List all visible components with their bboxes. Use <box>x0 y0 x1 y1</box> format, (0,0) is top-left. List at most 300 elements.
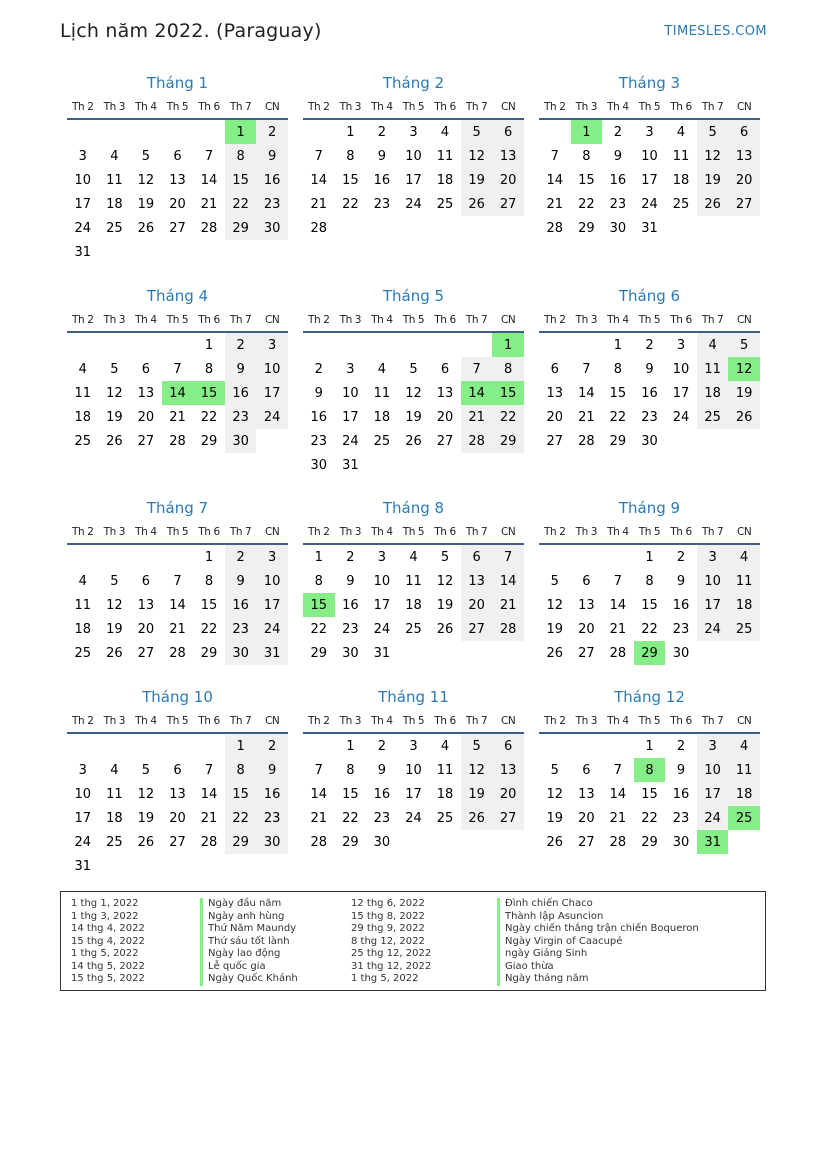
weekday-label: Th 4 <box>607 100 629 113</box>
legend-holiday-name: Ngày tháng năm <box>497 973 699 986</box>
day-cell: 15 <box>641 597 658 613</box>
legend-date: 15 thg 8, 2022 <box>351 910 425 922</box>
day-cell: 17 <box>373 597 391 613</box>
day-cell: 18 <box>74 621 92 637</box>
day-cell: 14 <box>609 786 627 802</box>
holiday-day-cell: 29 <box>634 641 666 665</box>
day-cell: 17 <box>256 593 288 617</box>
day-cell: 17 <box>342 409 359 425</box>
day-cell: 29 <box>225 830 257 854</box>
day-cell: 7 <box>204 148 214 164</box>
weekday-header <box>303 520 524 543</box>
month-title: Tháng 5 <box>382 287 445 305</box>
weekday-label: Th 5 <box>166 313 189 326</box>
day-cell: 7 <box>613 762 623 778</box>
empty-cell <box>130 333 162 357</box>
day-cell: 21 <box>169 621 186 637</box>
day-cell: 21 <box>310 196 328 212</box>
weekday-label: Th 6 <box>670 525 692 538</box>
day-cell: 22 <box>225 806 257 830</box>
weekday-label: Th 7 <box>701 525 724 538</box>
day-cell: 10 <box>405 148 422 164</box>
day-cell: 10 <box>74 786 92 802</box>
day-grid <box>539 545 760 665</box>
day-cell: 7 <box>550 148 559 164</box>
day-cell: 8 <box>346 762 355 778</box>
empty-cell <box>303 734 335 758</box>
month-title: Tháng 4 <box>146 287 209 305</box>
empty-cell <box>67 734 99 758</box>
weekday-label: Th 5 <box>166 100 189 113</box>
day-cell: 4 <box>440 124 450 140</box>
weekday-label: Th 6 <box>198 313 220 326</box>
weekday-label: Th 5 <box>638 100 661 113</box>
weekday-label: CN <box>264 714 280 727</box>
weekday-header <box>539 520 760 543</box>
weekday-label: Th 4 <box>135 714 157 727</box>
day-cell: 30 <box>609 220 627 236</box>
empty-cell <box>571 734 603 758</box>
weekday-label: Th 2 <box>308 100 330 113</box>
day-cell: 6 <box>173 762 182 778</box>
day-cell: 3 <box>256 545 288 569</box>
day-cell: 26 <box>137 220 155 236</box>
day-cell: 17 <box>405 786 422 802</box>
weekday-label: Th 3 <box>339 714 362 727</box>
weekday-label: Th 4 <box>607 313 629 326</box>
weekday-label: CN <box>500 525 516 538</box>
weekday-label: Th 6 <box>198 714 220 727</box>
day-cell: 6 <box>728 120 760 144</box>
day-cell: 27 <box>492 806 524 830</box>
day-cell: 2 <box>346 549 355 565</box>
legend-date: 14 thg 4, 2022 <box>71 923 145 934</box>
day-cell: 23 <box>672 810 690 826</box>
day-cell: 1 <box>314 549 323 565</box>
day-cell: 26 <box>461 192 493 216</box>
day-cell: 11 <box>405 573 422 589</box>
empty-cell <box>429 333 461 357</box>
day-cell: 19 <box>436 597 454 613</box>
day-cell: 8 <box>225 758 257 782</box>
day-cell: 19 <box>697 168 729 192</box>
weekday-header <box>67 308 288 331</box>
weekday-label: CN <box>500 100 516 113</box>
day-cell: 6 <box>492 120 524 144</box>
day-cell: 7 <box>461 357 493 381</box>
day-cell: 13 <box>492 758 524 782</box>
legend-holiday-name: Đình chiến Chaco <box>497 898 699 911</box>
holiday-day-cell: 25 <box>728 806 760 830</box>
weekday-label: CN <box>264 100 280 113</box>
day-cell: 3 <box>377 549 387 565</box>
weekday-label: Th 2 <box>72 313 94 326</box>
day-cell: 21 <box>461 405 493 429</box>
holiday-day-cell: 8 <box>634 758 666 782</box>
weekday-label: Th 3 <box>575 100 598 113</box>
legend-holiday-name: ngày Giáng Sinh <box>497 948 699 961</box>
day-cell: 27 <box>169 220 186 236</box>
holiday-day-cell: 31 <box>697 830 729 854</box>
weekday-label: Th 2 <box>72 100 94 113</box>
day-cell: 13 <box>137 385 155 401</box>
day-cell: 28 <box>169 433 186 449</box>
day-cell: 22 <box>200 621 218 637</box>
day-cell: 8 <box>613 361 623 377</box>
day-cell: 14 <box>200 786 218 802</box>
day-cell: 16 <box>225 593 257 617</box>
day-cell: 2 <box>256 120 288 144</box>
empty-cell <box>602 545 634 569</box>
month-block <box>67 496 288 665</box>
day-cell: 19 <box>546 810 564 826</box>
day-cell: 15 <box>578 172 595 188</box>
day-cell: 1 <box>204 337 214 353</box>
weekday-label: CN <box>736 714 752 727</box>
weekday-label: CN <box>736 525 752 538</box>
day-cell: 18 <box>728 593 760 617</box>
day-cell: 3 <box>697 734 729 758</box>
weekday-label: Th 2 <box>72 714 94 727</box>
day-cell: 3 <box>645 124 654 140</box>
weekday-label: Th 5 <box>402 714 425 727</box>
day-cell: 30 <box>342 645 359 661</box>
weekday-label: Th 5 <box>638 313 661 326</box>
day-cell: 30 <box>641 433 658 449</box>
weekday-label: CN <box>264 313 280 326</box>
day-cell: 11 <box>436 762 454 778</box>
day-cell: 5 <box>550 573 559 589</box>
month-title: Tháng 11 <box>378 688 449 706</box>
day-cell: 12 <box>405 385 422 401</box>
day-cell: 9 <box>377 148 387 164</box>
empty-cell <box>162 545 194 569</box>
empty-cell <box>99 333 131 357</box>
day-cell: 23 <box>310 433 328 449</box>
day-grid <box>303 120 524 240</box>
legend-dates-right <box>351 898 431 986</box>
month-block <box>67 685 288 878</box>
day-cell: 2 <box>676 738 686 754</box>
weekday-label: Th 4 <box>371 100 393 113</box>
day-cell: 19 <box>106 621 123 637</box>
day-cell: 24 <box>256 617 288 641</box>
day-cell: 21 <box>609 621 627 637</box>
day-cell: 27 <box>461 617 493 641</box>
day-cell: 20 <box>137 621 155 637</box>
day-cell: 5 <box>110 361 119 377</box>
day-cell: 22 <box>342 810 359 826</box>
day-cell: 1 <box>645 549 654 565</box>
day-cell: 24 <box>74 220 92 236</box>
month-title: Tháng 1 <box>146 74 209 92</box>
day-cell: 26 <box>546 834 564 850</box>
holiday-day-cell: 14 <box>162 381 194 405</box>
day-cell: 7 <box>314 148 323 164</box>
day-cell: 20 <box>728 168 760 192</box>
weekday-label: Th 2 <box>308 313 330 326</box>
legend-date: 1 thg 1, 2022 <box>71 898 139 909</box>
day-cell: 25 <box>405 621 422 637</box>
legend-holiday-name: Thứ sáu tốt lành <box>200 936 298 949</box>
day-cell: 12 <box>137 172 155 188</box>
weekday-label: CN <box>500 714 516 727</box>
day-cell: 3 <box>78 148 87 164</box>
weekday-label: Th 4 <box>607 525 629 538</box>
day-cell: 4 <box>697 333 729 357</box>
day-cell: 20 <box>492 782 524 806</box>
day-cell: 16 <box>609 172 627 188</box>
day-cell: 26 <box>106 433 123 449</box>
day-cell: 12 <box>546 786 564 802</box>
weekday-label: Th 2 <box>308 714 330 727</box>
day-cell: 10 <box>342 385 359 401</box>
holiday-day-cell: 1 <box>225 120 257 144</box>
day-cell: 23 <box>672 621 690 637</box>
empty-cell <box>303 120 335 144</box>
weekday-label: Th 7 <box>465 313 488 326</box>
day-cell: 6 <box>440 361 450 377</box>
empty-cell <box>193 120 225 144</box>
legend-holiday-name: Ngày Quốc Khánh <box>200 973 298 986</box>
weekday-label: Th 6 <box>434 525 456 538</box>
day-cell: 2 <box>225 333 257 357</box>
day-cell: 9 <box>645 361 654 377</box>
day-cell: 5 <box>110 573 119 589</box>
legend-names-left <box>200 898 298 986</box>
day-cell: 21 <box>492 593 524 617</box>
day-cell: 4 <box>78 573 87 589</box>
day-cell: 8 <box>204 573 214 589</box>
day-cell: 20 <box>578 810 595 826</box>
month-title: Tháng 9 <box>618 499 681 517</box>
day-cell: 5 <box>440 549 450 565</box>
day-cell: 13 <box>578 597 595 613</box>
weekday-header <box>303 308 524 331</box>
day-cell: 5 <box>409 361 418 377</box>
empty-cell <box>67 333 99 357</box>
day-cell: 4 <box>409 549 418 565</box>
day-grid <box>303 734 524 854</box>
day-cell: 15 <box>342 786 359 802</box>
day-cell: 22 <box>641 621 658 637</box>
day-cell: 6 <box>461 545 493 569</box>
day-cell: 20 <box>546 409 564 425</box>
day-cell: 20 <box>436 409 454 425</box>
day-cell: 29 <box>200 433 218 449</box>
legend-holiday-name: Ngày đầu năm <box>200 898 298 911</box>
day-cell: 12 <box>436 573 454 589</box>
day-cell: 9 <box>377 762 387 778</box>
day-cell: 24 <box>641 196 658 212</box>
day-cell: 3 <box>409 738 418 754</box>
day-grid <box>67 734 288 878</box>
day-cell: 13 <box>728 144 760 168</box>
day-cell: 4 <box>728 734 760 758</box>
day-cell: 25 <box>728 617 760 641</box>
day-cell: 6 <box>492 734 524 758</box>
day-cell: 26 <box>728 405 760 429</box>
day-cell: 22 <box>578 196 595 212</box>
day-cell: 6 <box>550 361 559 377</box>
day-cell: 30 <box>373 834 391 850</box>
day-cell: 5 <box>141 148 151 164</box>
day-cell: 26 <box>697 192 729 216</box>
month-block <box>303 496 524 665</box>
day-cell: 8 <box>346 148 355 164</box>
day-cell: 22 <box>225 192 257 216</box>
day-cell: 14 <box>546 172 564 188</box>
empty-cell <box>99 734 131 758</box>
month-block <box>539 685 760 854</box>
day-cell: 14 <box>310 172 328 188</box>
month-block <box>539 496 760 665</box>
site-logo-text[interactable]: TIMESLES.COM <box>664 24 767 39</box>
day-cell: 24 <box>697 617 729 641</box>
day-cell: 20 <box>461 593 493 617</box>
weekday-label: Th 5 <box>402 525 425 538</box>
holiday-day-cell: 15 <box>193 381 225 405</box>
weekday-header <box>67 95 288 118</box>
day-cell: 17 <box>256 381 288 405</box>
weekday-label: Th 4 <box>135 525 157 538</box>
legend-holiday-name: Ngày chiến thắng trận chiến Boqueron <box>497 923 699 936</box>
holiday-day-cell: 15 <box>303 593 335 617</box>
legend-date: 25 thg 12, 2022 <box>351 948 432 959</box>
day-cell: 13 <box>169 172 186 188</box>
weekday-label: Th 4 <box>607 714 629 727</box>
day-cell: 5 <box>461 734 493 758</box>
weekday-label: CN <box>500 313 516 326</box>
weekday-header <box>67 709 288 732</box>
day-cell: 27 <box>169 834 186 850</box>
day-cell: 2 <box>377 124 387 140</box>
day-cell: 23 <box>342 621 359 637</box>
day-cell: 3 <box>697 545 729 569</box>
day-cell: 17 <box>74 196 92 212</box>
empty-cell <box>539 120 571 144</box>
day-cell: 17 <box>641 172 658 188</box>
empty-cell <box>335 333 367 357</box>
day-cell: 11 <box>672 148 690 164</box>
day-cell: 24 <box>373 621 391 637</box>
legend-holiday-name: Ngày Virgin of Caacupé <box>497 936 699 949</box>
day-cell: 22 <box>641 810 658 826</box>
legend-holiday-name: Thành lập Asuncion <box>497 911 699 924</box>
day-cell: 19 <box>461 168 493 192</box>
weekday-label: Th 5 <box>402 100 425 113</box>
day-cell: 10 <box>405 762 422 778</box>
day-cell: 2 <box>314 361 323 377</box>
day-cell: 10 <box>697 758 729 782</box>
legend-date: 12 thg 6, 2022 <box>351 898 425 909</box>
day-cell: 27 <box>492 192 524 216</box>
month-block <box>539 284 760 453</box>
day-cell: 7 <box>204 762 214 778</box>
legend-date: 8 thg 12, 2022 <box>351 935 425 947</box>
day-cell: 22 <box>492 405 524 429</box>
day-cell: 14 <box>492 569 524 593</box>
day-cell: 10 <box>641 148 658 164</box>
day-cell: 27 <box>137 645 155 661</box>
weekday-label: Th 2 <box>544 313 566 326</box>
day-cell: 18 <box>728 782 760 806</box>
day-cell: 7 <box>582 361 591 377</box>
day-cell: 31 <box>74 244 92 260</box>
day-cell: 31 <box>342 457 359 473</box>
day-cell: 4 <box>676 124 686 140</box>
weekday-label: Th 4 <box>135 100 157 113</box>
day-cell: 19 <box>106 409 123 425</box>
weekday-label: Th 5 <box>166 525 189 538</box>
day-cell: 15 <box>225 782 257 806</box>
day-cell: 13 <box>436 385 454 401</box>
day-cell: 28 <box>461 429 493 453</box>
weekday-label: Th 7 <box>701 714 724 727</box>
month-title: Tháng 3 <box>618 74 681 92</box>
day-cell: 31 <box>641 220 658 236</box>
legend-date: 29 thg 9, 2022 <box>351 923 425 934</box>
day-cell: 13 <box>169 786 186 802</box>
day-cell: 23 <box>373 810 391 826</box>
empty-cell <box>130 120 162 144</box>
day-cell: 28 <box>200 834 218 850</box>
day-cell: 24 <box>672 409 690 425</box>
legend-holiday-name: Ngày lao động <box>200 948 298 961</box>
legend-date: 15 thg 5, 2022 <box>71 973 145 984</box>
day-cell: 25 <box>74 645 92 661</box>
day-cell: 9 <box>225 569 257 593</box>
empty-cell <box>539 734 571 758</box>
day-cell: 22 <box>609 409 627 425</box>
weekday-label: Th 7 <box>229 100 252 113</box>
weekday-label: Th 3 <box>575 525 598 538</box>
legend-date: 15 thg 4, 2022 <box>71 935 145 947</box>
weekday-label: Th 3 <box>339 313 362 326</box>
day-cell: 1 <box>225 734 257 758</box>
empty-cell <box>130 545 162 569</box>
day-cell: 15 <box>609 385 627 401</box>
day-cell: 16 <box>256 168 288 192</box>
weekday-label: Th 5 <box>166 714 189 727</box>
weekday-header <box>67 520 288 543</box>
day-cell: 27 <box>137 433 155 449</box>
weekday-label: Th 2 <box>544 714 566 727</box>
day-cell: 12 <box>461 144 493 168</box>
day-cell: 5 <box>550 762 559 778</box>
day-cell: 1 <box>204 549 214 565</box>
empty-cell <box>571 545 603 569</box>
day-cell: 10 <box>74 172 92 188</box>
day-cell: 18 <box>672 172 690 188</box>
day-cell: 11 <box>106 786 123 802</box>
day-cell: 18 <box>373 409 391 425</box>
day-cell: 10 <box>373 573 391 589</box>
day-cell: 9 <box>314 385 323 401</box>
day-cell: 20 <box>578 621 595 637</box>
day-cell: 28 <box>200 220 218 236</box>
day-cell: 23 <box>609 196 627 212</box>
day-cell: 6 <box>141 573 151 589</box>
empty-cell <box>162 120 194 144</box>
day-cell: 19 <box>461 782 493 806</box>
day-cell: 22 <box>342 196 359 212</box>
day-cell: 26 <box>436 621 454 637</box>
weekday-header <box>303 95 524 118</box>
day-cell: 25 <box>106 834 123 850</box>
day-cell: 5 <box>461 120 493 144</box>
day-cell: 17 <box>405 172 422 188</box>
